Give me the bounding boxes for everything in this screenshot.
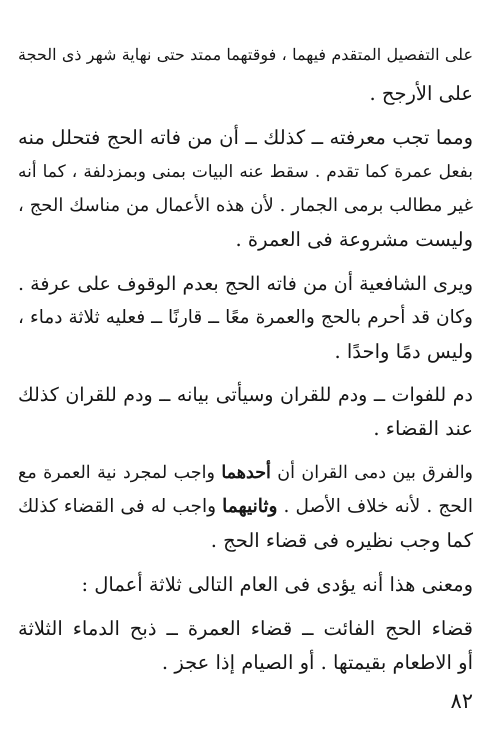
text-line: كما وجب نظيره فى قضاء الحج . bbox=[210, 529, 473, 552]
text-line: والفرق بين دمى القران أن أحدهما واجب لمجرد نية العمرة مع bbox=[18, 463, 474, 483]
text-line: غير مطالب برمى الجمار . لأن هذه الأعمال من مناسك الحج ، bbox=[18, 195, 473, 216]
text-line: عند القضاء . bbox=[373, 417, 473, 440]
text-line: على الأرجح . bbox=[369, 82, 473, 105]
text-line: أو الاطعام بقيمتها . أو الصيام إذا عجز . bbox=[161, 651, 473, 674]
emphasized-word: وثانيهما bbox=[222, 496, 278, 517]
text-line: ويرى الشافعية أن من فاته الحج بعدم الوقوف على عرفة . bbox=[18, 273, 473, 295]
text-line: الحج . لأنه خلاف الأصل . وثانيهما واجب له فى القضاء كذلك bbox=[18, 496, 473, 517]
text-line: وليس دمًا واحدًا . bbox=[334, 340, 473, 363]
text-line: على التفصيل المتقدم فيهما ، فوقتهما ممتد حتى نهاية شهر ذى الحجة bbox=[18, 45, 473, 64]
text-line: بفعل عمرة كما تقدم . سقط عنه البيات بمنى وبمزدلفة ، كما أنه bbox=[18, 162, 473, 182]
text-line: ومما تجب معرفته ــ كذلك ــ أن من فاته الحج فتحلل منه bbox=[18, 126, 473, 149]
text-line: وكان قد أحرم بالحج والعمرة معًا ــ قارنًا ــ فعليه ثلاثة دماء ، bbox=[18, 307, 473, 328]
text-line: دم للفوات ــ ودم للقران وسيأتى بيانه ــ ودم للقران كذلك bbox=[18, 384, 473, 406]
text-line: ومعنى هذا أنه يؤدى فى العام التالى ثلاثة أعمال : bbox=[81, 573, 473, 596]
text-line: وليست مشروعة فى العمرة . bbox=[235, 228, 473, 251]
page-number: ٨٢ bbox=[450, 689, 473, 713]
text-line: قضاء الحج الفائت ــ قضاء العمرة ــ ذبح الدماء الثلاثة bbox=[18, 617, 473, 640]
emphasized-word: أحدهما bbox=[221, 463, 271, 483]
